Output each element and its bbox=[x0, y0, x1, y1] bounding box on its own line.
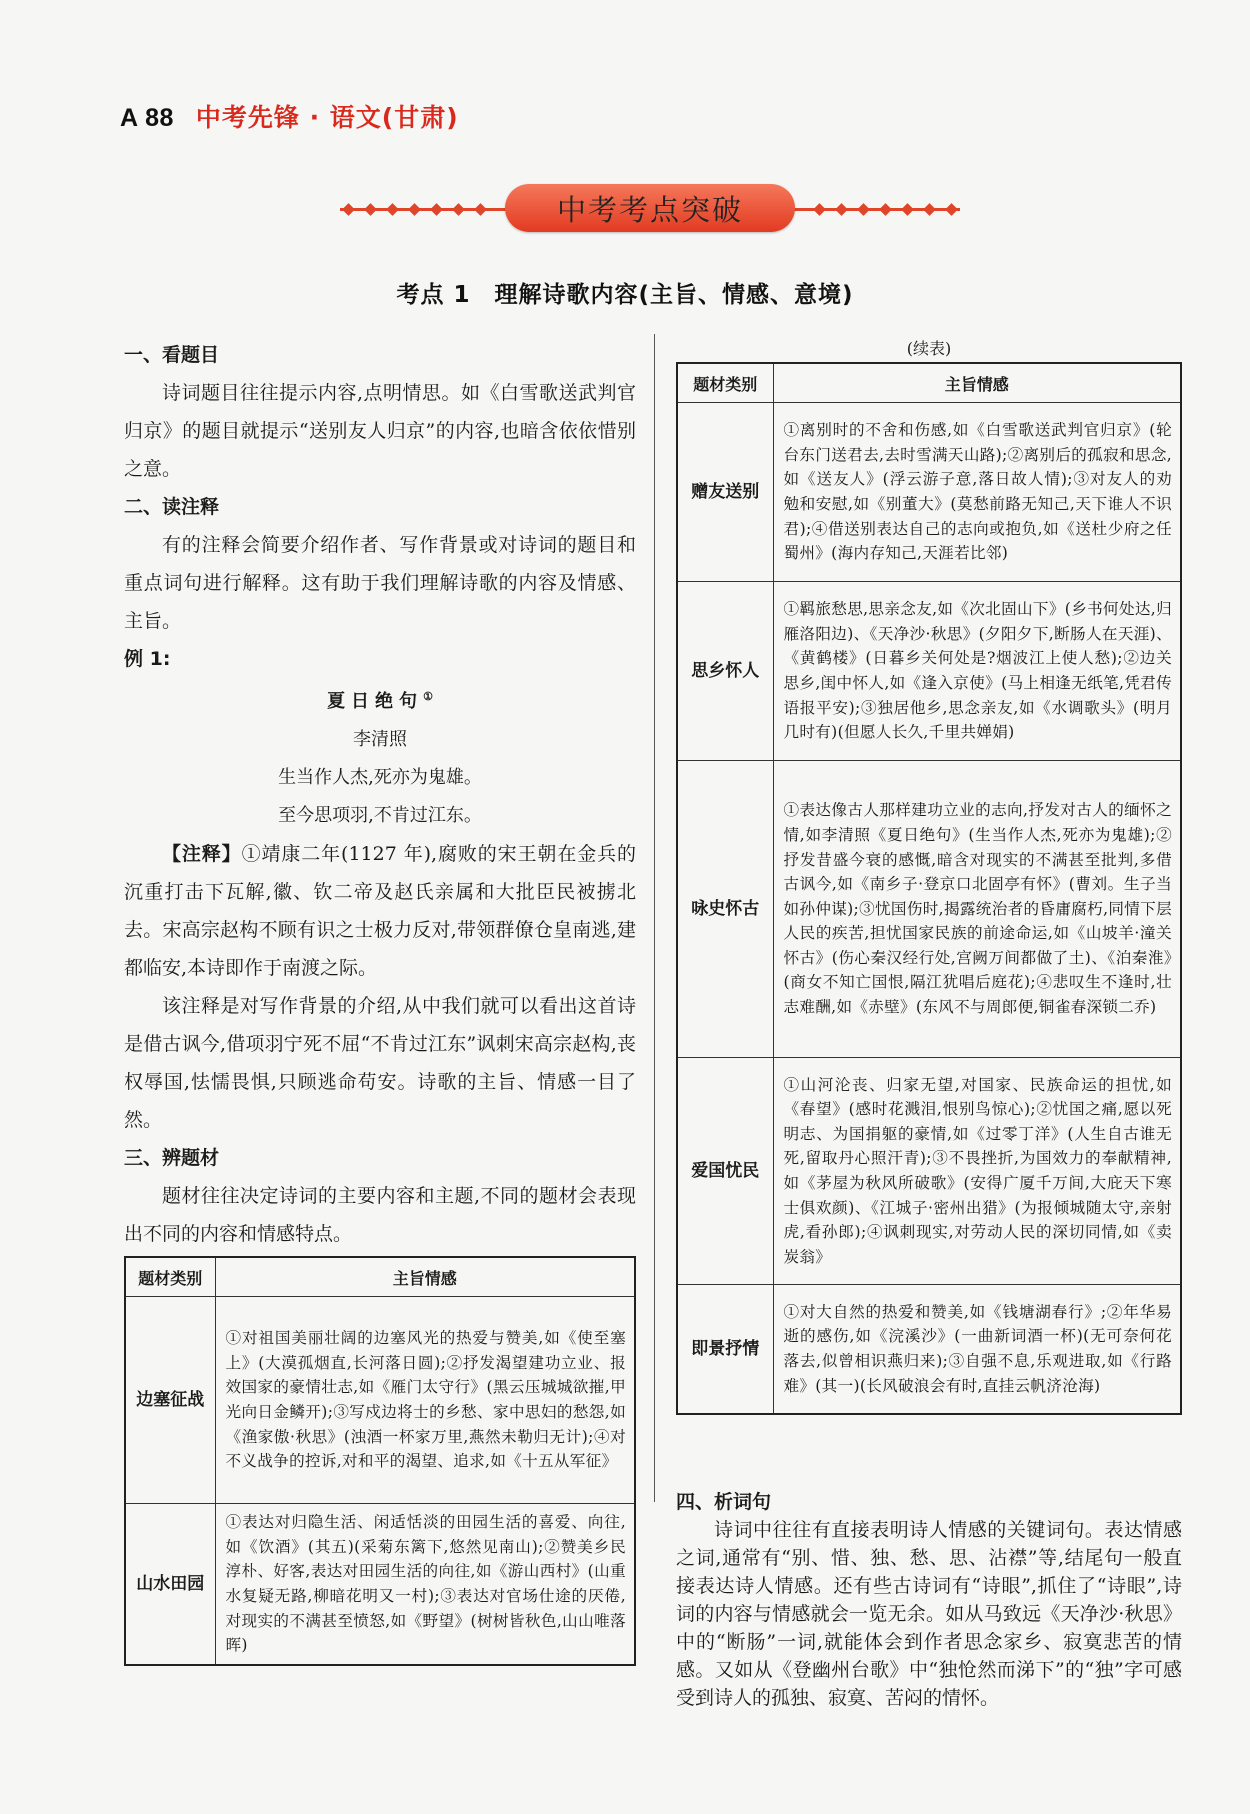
section-analyze-words bbox=[676, 1488, 1182, 1712]
table-header-row bbox=[125, 1257, 635, 1297]
table-row bbox=[125, 1504, 635, 1666]
poem-block bbox=[124, 678, 636, 835]
table-row bbox=[677, 1285, 1181, 1415]
continued-label: (续表) bbox=[906, 339, 952, 358]
heading-read-notes: 二、读注释 bbox=[124, 496, 220, 518]
theme-cell: ①山河沦丧、归家无望,对国家、民族命运的担忧,如《春望》(感时花溅泪,恨别鸟惊心);②忧国之痛,愿以死明志、为国捐躯的豪情,如《过零丁洋》(人生自古谁无死,留取丹心照汗青);③不畏挫折,为国效力的奉献精神,如《茅屋为秋风所破歌》(安得广厦千万间,大庇天下寒士俱欢颜)、《江城子·密州出猎》(为报倾城随太守,亲射虎,看孙郎);④讽刺现实,对劳动人民的深切同情,如《卖炭翁》 bbox=[773, 1058, 1181, 1285]
heading-subject: 三、辨题材 bbox=[124, 1147, 220, 1169]
paragraph-read-notes: 有的注释会简要介绍作者、写作背景或对诗词的题目和重点词句进行解释。这有助于我们理解诗歌的内容及情感、主旨。 bbox=[124, 534, 636, 632]
poem-title: 夏日绝句① bbox=[327, 690, 433, 712]
left-column bbox=[124, 336, 636, 1253]
theme-cell: ①离别时的不舍和伤感,如《白雪歌送武判官归京》(轮台东门送君去,去时雪满天山路);②离别后的孤寂和思念,如《送友人》(浮云游子意,落日故人情);③对友人的劝勉和安慰,如《别董大》(莫愁前路无知己,天下谁人不识君);④借送别表达自己的志向或抱负,如《送杜少府之任蜀州》(海内存知己,天涯若比邻) bbox=[773, 403, 1181, 582]
note-text: ①靖康二年(1127 年),腐败的宋王朝在金兵的沉重打击下瓦解,徽、钦二帝及赵氏亲属和大批臣民被掳北去。宋高宗赵构不顾有识之士极力反对,带领群僚仓皇南逃,建都临安,本诗即作于南渡之际。 bbox=[124, 843, 636, 979]
section-banner bbox=[340, 184, 960, 234]
poem-footnote-mark: ① bbox=[423, 690, 433, 703]
theme-cell: ①羁旅愁思,思亲念友,如《次北固山下》(乡书何处达,归雁洛阳边)、《天净沙·秋思》(夕阳夕下,断肠人在天涯)、《黄鹤楼》(日暮乡关何处是?烟波江上使人愁);②边关思乡,闺中怀人,如《逢入京使》(马上相逢无纸笔,凭君传语报平安);③独居他乡,思念亲友,如《水调歌头》(明月几时有)(但愿人长久,千里共婵娟) bbox=[773, 582, 1181, 761]
example-label: 例 1: bbox=[124, 648, 171, 670]
poem-line-1: 生当作人杰,死亦为鬼雄。 bbox=[278, 767, 482, 788]
banner-title: 中考考点突破 bbox=[505, 184, 795, 232]
page-header bbox=[120, 98, 459, 134]
header-category: 题材类别 bbox=[677, 363, 773, 403]
theme-cell: ①表达像古人那样建功立业的志向,抒发对古人的缅怀之情,如李清照《夏日绝句》(生当作人杰,死亦为鬼雄);②抒发昔盛今衰的感慨,暗含对现实的不满甚至批判,多借古讽今,如《南乡子·登京口北固亭有怀》(曹刘。生子当如孙仲谋);③忧国伤时,揭露统治者的昏庸腐朽,同情下层人民的疾苦,担忧国家民族的前途命运,如《山坡羊·潼关怀古》(伤心秦汉经行处,宫阙万间都做了土)、《泊秦淮》(商女不知亡国恨,隔江犹唱后庭花);④悲叹生不逢时,壮志难酬,如《赤壁》(东风不与周郎便,铜雀春深锁二乔) bbox=[773, 761, 1181, 1058]
table-row bbox=[677, 403, 1181, 582]
theme-table-left bbox=[124, 1256, 636, 1666]
heading-read-title: 一、看题目 bbox=[124, 344, 220, 366]
header-theme: 主旨情感 bbox=[773, 363, 1181, 403]
category-cell: 山水田园 bbox=[125, 1504, 215, 1666]
table-row bbox=[677, 761, 1181, 1058]
theme-cell: ①表达对归隐生活、闲适恬淡的田园生活的喜爱、向往,如《饮酒》(其五)(采菊东篱下,悠然见南山);②赞美乡民淳朴、好客,表达对田园生活的向往,如《游山西村》(山重水复疑无路,柳暗花明又一村);③表达对官场仕途的厌倦,对现实的不满甚至愤怒,如《野望》(树树皆秋色,山山唯落晖) bbox=[215, 1504, 635, 1666]
header-theme: 主旨情感 bbox=[215, 1257, 635, 1297]
heading-analyze-words: 四、析词句 bbox=[676, 1491, 772, 1513]
category-cell: 赠友送别 bbox=[677, 403, 773, 582]
table-row bbox=[677, 582, 1181, 761]
page-number: A 88 bbox=[120, 104, 174, 132]
category-cell: 思乡怀人 bbox=[677, 582, 773, 761]
note-label: 【注释】 bbox=[162, 843, 242, 865]
theme-cell: ①对大自然的热爱和赞美,如《钱塘湖春行》;②年华易逝的感伤,如《浣溪沙》(一曲新词酒一杯)(无可奈何花落去,似曾相识燕归来);③自强不息,乐观进取,如《行路难》(其一)(长风破浪会有时,直挂云帆济沧海) bbox=[773, 1285, 1181, 1415]
poem-note bbox=[124, 835, 636, 987]
category-cell: 即景抒情 bbox=[677, 1285, 773, 1415]
section-title: 考点 1 理解诗歌内容(主旨、情感、意境) bbox=[396, 282, 854, 308]
poem-author: 李清照 bbox=[353, 729, 407, 750]
category-cell: 边塞征战 bbox=[125, 1297, 215, 1504]
theme-cell: ①对祖国美丽壮阔的边塞风光的热爱与赞美,如《使至塞上》(大漠孤烟直,长河落日圆);②抒发渴望建功立业、报效国家的豪情壮志,如《雁门太守行》(黑云压城城欲摧,甲光向日金鳞开);③写戍边将士的乡愁、家中思妇的愁怨,如《渔家傲·秋思》(浊酒一杯家万里,燕然未勒归无计);④对不义战争的控诉,对和平的渴望、追求,如《十五从军征》 bbox=[215, 1297, 635, 1504]
category-cell: 咏史怀古 bbox=[677, 761, 773, 1058]
column-divider bbox=[654, 334, 655, 1502]
table-row bbox=[677, 1058, 1181, 1285]
paragraph-read-title: 诗词题目往往提示内容,点明情思。如《白雪歌送武判官归京》的题目就提示“送别友人归京”的内容,也暗含依依惜别之意。 bbox=[124, 382, 636, 480]
table-header-row bbox=[677, 363, 1181, 403]
category-cell: 爱国忧民 bbox=[677, 1058, 773, 1285]
book-title: 中考先锋 · 语文(甘肃) bbox=[195, 103, 459, 132]
theme-table-right bbox=[676, 362, 1182, 1415]
table-row bbox=[125, 1297, 635, 1504]
banner-diamonds-left bbox=[344, 201, 485, 217]
paragraph-analyze-words: 诗词中往往有直接表明诗人情感的关键词句。表达情感之词,通常有“别、惜、独、愁、思、沾襟”等,结尾句一般直接表达诗人情感。还有些古诗词有“诗眼”,抓住了“诗眼”,诗词的内容与情感就会一览无余。如从马致远《天净沙·秋思》中的“断肠”一词,就能体会到作者思念家乡、寂寞悲苦的情感。又如从《登幽州台歌》中“独怆然而涕下”的“独”字可感受到诗人的孤独、寂寞、苦闷的情怀。 bbox=[676, 1519, 1182, 1709]
paragraph-subject: 题材往往决定诗词的主要内容和主题,不同的题材会表现出不同的内容和情感特点。 bbox=[124, 1185, 636, 1245]
poem-line-2: 至今思项羽,不肯过江东。 bbox=[278, 805, 482, 826]
header-category: 题材类别 bbox=[125, 1257, 215, 1297]
paragraph-note-analysis: 该注释是对写作背景的介绍,从中我们就可以看出这首诗是借古讽今,借项羽宁死不屈“不肯过江东”讽刺宋高宗赵构,丧权辱国,怯懦畏惧,只顾逃命苟安。诗歌的主旨、情感一目了然。 bbox=[124, 995, 636, 1131]
banner-diamonds-right bbox=[815, 201, 956, 217]
